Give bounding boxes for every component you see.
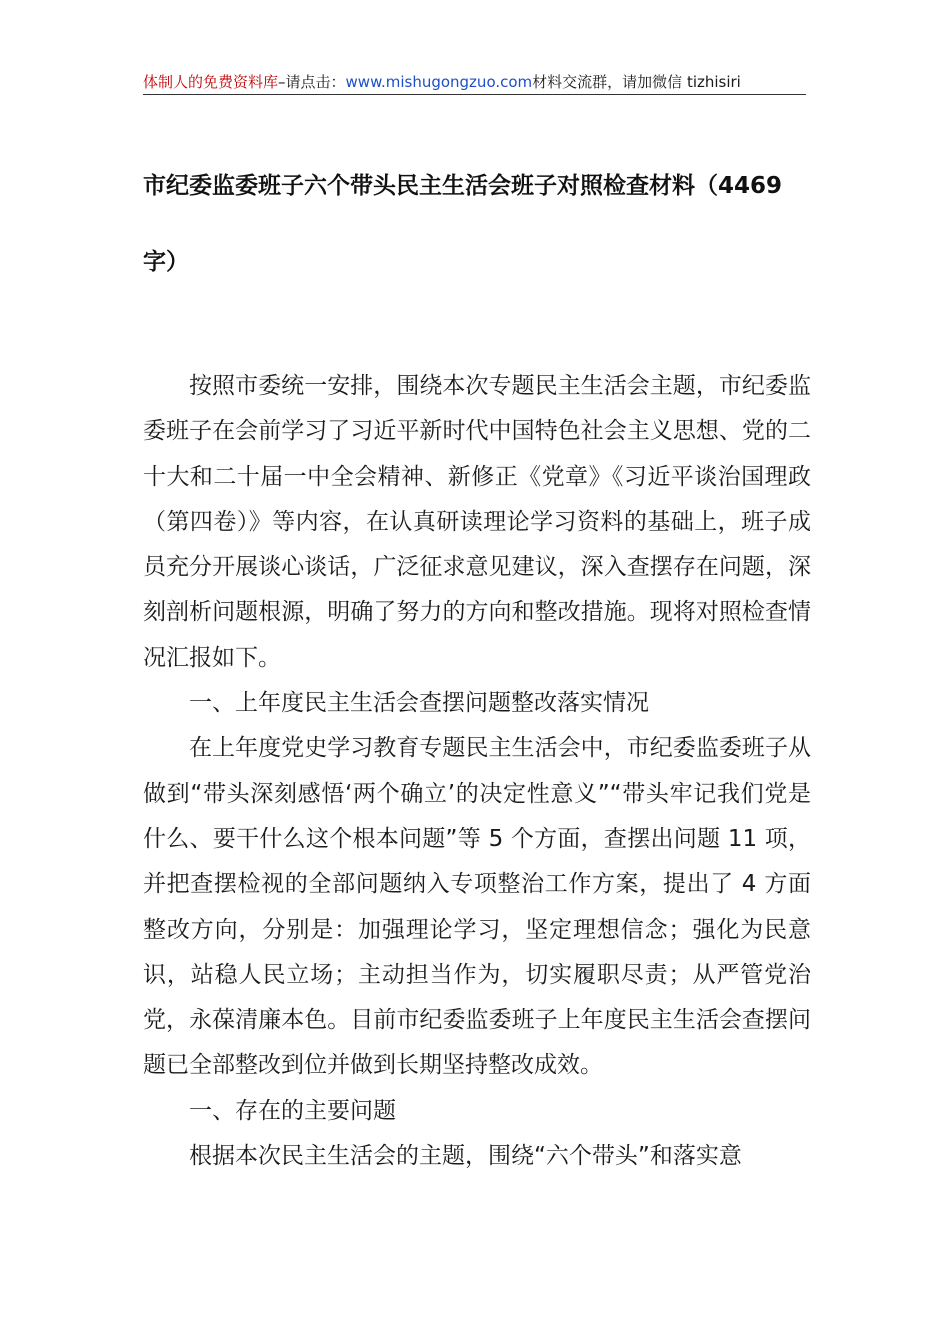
header-brand: 体制人的免费资料库 bbox=[143, 73, 279, 91]
document-body bbox=[143, 364, 811, 1179]
paragraph-problems: 根据本次民主生活会的主题，围绕“六个带头”和落实意 bbox=[189, 1143, 742, 1170]
section-heading-2: 一、存在的主要问题 bbox=[189, 1097, 396, 1124]
paragraph-rectification: 在上年度党史学习教育专题民主生活会中，市纪委监委班子从做到“带头深刻感悟‘两个确立’的决定性意义”“带头牢记我们党是什么、要干什么这个根本问题”等 5 个方面，查摆出问题 11 项，并把查摆检视的全部问题纳入专项整治工作方案，提出了 4 方面整改方向，分别是：加强理论学习，坚定理想信念；强化为民意识，站稳人民立场；主动担当作为，切实履职尽责；从严管党治党，永葆清廉本色。目前市纪委监委班子上年度民主生活会查摆问题已全部整改到位并做到长期坚持整改成效。 bbox=[143, 735, 811, 1079]
document-title: 市纪委监委班子六个带头民主生活会班子对照检查材料（4469字） bbox=[143, 173, 783, 275]
page-header bbox=[143, 70, 806, 95]
header-link[interactable]: www.mishugongzuo.com bbox=[345, 73, 533, 91]
header-tail: 材料交流群，请加微信 tizhisiri bbox=[532, 73, 741, 91]
section-heading-1: 一、上年度民主生活会查摆问题整改落实情况 bbox=[189, 690, 649, 717]
paragraph-intro: 按照市委统一安排，围绕本次专题民主生活会主题，市纪委监委班子在会前学习了习近平新时代中国特色社会主义思想、党的二十大和二十届一中全会精神、新修正《党章》《习近平谈治国理政（第四卷）》等内容，在认真研读理论学习资料的基础上，班子成员充分开展谈心谈话，广泛征求意见建议，深入查摆存在问题，深刻剖析问题根源，明确了努力的方向和整改措施。现将对照检查情况汇报如下。 bbox=[143, 373, 811, 671]
header-separator: –请点击： bbox=[278, 73, 346, 91]
